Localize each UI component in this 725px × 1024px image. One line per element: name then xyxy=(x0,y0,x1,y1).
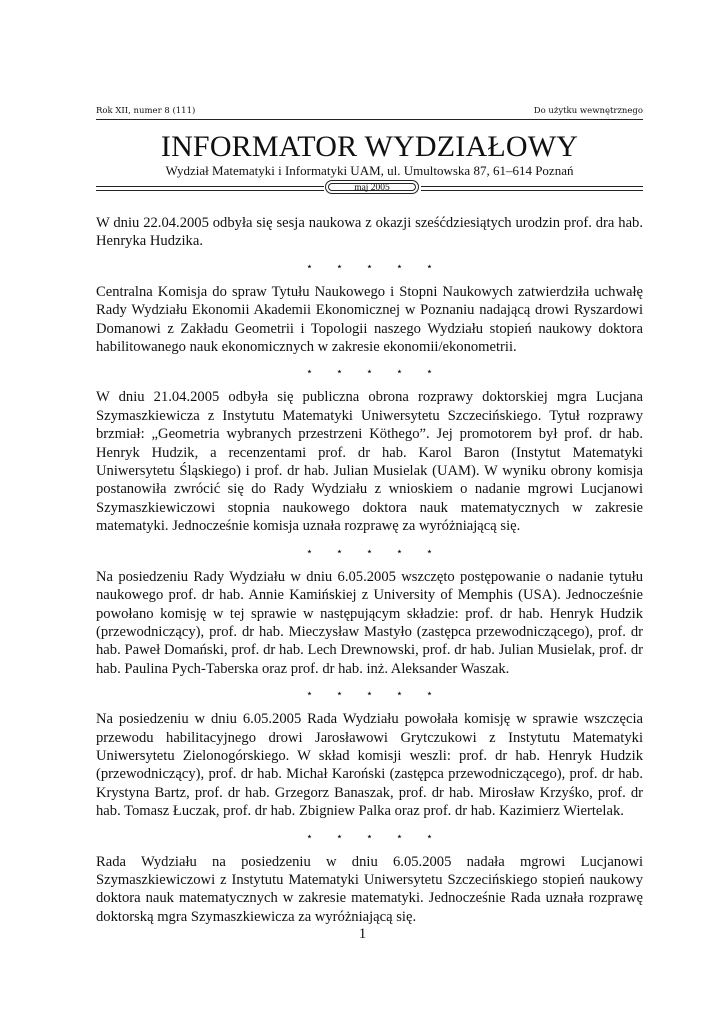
paragraph-habilitation-committee: Na posiedzeniu w dniu 6.05.2005 Rada Wydziału powołała komisję w sprawie wszczęcia przewodu habilitacyjnego drowi Jarosławowi Grytczukowi z Instytutu Matematyki Uniwersytetu Zielonogórskiego. W skład komisji weszli: prof. dr hab. Henryk Hudzik (przewodniczący), prof. dr hab. Michał Karoński (zastępca przewodniczącego), prof. dr hab. Krystyna Bartz, prof. dr hab. Grzegorz Banaszak, prof. dr hab. Mirosław Krzyśko, prof. dr hab. Tomasz Łuczak, prof. dr hab. Zbigniew Palka oraz prof. dr hab. Kazimierz Wiertelak. xyxy=(96,711,643,820)
article-content xyxy=(96,214,643,926)
star-icon: ⋆ xyxy=(426,830,433,843)
issue-date: maj 2005 xyxy=(354,183,390,193)
date-box xyxy=(325,180,419,194)
star-icon: ⋆ xyxy=(426,260,433,273)
issue-info: Rok XII, numer 8 (111) xyxy=(96,106,196,116)
date-rule-right xyxy=(421,186,643,191)
star-icon: ⋆ xyxy=(306,830,313,843)
date-banner xyxy=(96,180,643,198)
star-icon: ⋆ xyxy=(396,688,403,701)
page-number: 1 xyxy=(358,926,367,942)
star-icon: ⋆ xyxy=(336,260,343,273)
star-icon: ⋆ xyxy=(426,366,433,379)
star-icon: ⋆ xyxy=(306,366,313,379)
star-icon: ⋆ xyxy=(306,260,313,273)
date-rule-left xyxy=(96,186,324,191)
paragraph-professor-title: Na posiedzeniu Rady Wydziału w dniu 6.05.2005 wszczęto postępowanie o nadanie tytułu naukowego prof. dr hab. Annie Kamińskiej z University of Memphis (USA). Jednocześnie powołano komisję w tej sprawie w następującym składzie: prof. dr hab. Henryk Hudzik (przewodniczący), prof. dr hab. Mieczysław Mastyło (zastępca przewodniczącego), prof. dr hab. Paweł Domański, prof. dr hab. Lech Drewnowski, prof. dr hab. Julian Musielak, prof. dr hab. Paulina Pych-Taberska oraz prof. dr hab. inż. Aleksander Waszak. xyxy=(96,568,643,677)
star-icon: ⋆ xyxy=(366,260,373,273)
star-icon: ⋆ xyxy=(306,545,313,558)
faculty-address: Wydział Matematyki i Informatyki UAM, ul. Umultowska 87, 61–614 Poznań xyxy=(165,163,574,178)
newsletter-page xyxy=(96,106,643,926)
star-icon: ⋆ xyxy=(396,366,403,379)
star-separator xyxy=(96,685,643,703)
star-separator xyxy=(96,363,643,381)
header-meta xyxy=(96,106,643,118)
paragraph-doctoral-degree: Rada Wydziału na posiedzeniu w dniu 6.05.2005 nadała mgrowi Lucjanowi Szymaszkiewiczowi z Instytutu Matematyki Uniwersytetu Szczecińskiego stopień naukowy doktora nauk matematycznych w zakresie matematyki. Jednocześnie Rada uznała rozprawę doktorską mgra Szymaszkiewicza za wyróżniającą się. xyxy=(96,853,643,925)
star-icon: ⋆ xyxy=(336,688,343,701)
star-icon: ⋆ xyxy=(306,688,313,701)
star-icon: ⋆ xyxy=(336,366,343,379)
star-icon: ⋆ xyxy=(336,830,343,843)
star-icon: ⋆ xyxy=(366,366,373,379)
star-icon: ⋆ xyxy=(426,688,433,701)
star-separator xyxy=(96,258,643,276)
star-icon: ⋆ xyxy=(396,545,403,558)
star-separator xyxy=(96,543,643,561)
star-icon: ⋆ xyxy=(366,545,373,558)
paragraph-doctoral-defense: W dniu 21.04.2005 odbyła się publiczna obrona rozprawy doktorskiej mgra Lucjana Szymaszkiewicza z Instytutu Matematyki Uniwersytetu Szczecińskiego. Tytuł rozprawy brzmiał: „Geometria wybranych przestrzeni Köthego”. Jej promotorem był prof. dr hab. Henryk Hudzik, a recenzentami prof. dr hab. Karol Baron (Instytut Matematyki Uniwersytetu Śląskiego) i prof. dr hab. Julian Musielak (UAM). W wyniku obrony komisja postanowiła zwrócić się do Rady Wydziału z wnioskiem o nadanie mgrowi Lucjanowi Szymaszkiewiczowi stopnia naukowego doktora nauk matematycznych w zakresie matematyki. Jednocześnie komisja uznała rozprawę za wyróżniającą się. xyxy=(96,389,643,535)
star-icon: ⋆ xyxy=(336,545,343,558)
star-icon: ⋆ xyxy=(426,545,433,558)
header-rule xyxy=(96,119,643,120)
newsletter-title: INFORMATOR WYDZIAŁOWY xyxy=(160,130,579,163)
star-icon: ⋆ xyxy=(366,830,373,843)
star-icon: ⋆ xyxy=(366,688,373,701)
paragraph-habilitation-approval: Centralna Komisja do spraw Tytułu Naukowego i Stopni Naukowych zatwierdziła uchwałę Rady Wydziału Ekonomii Akademii Ekonomicznej w Poznaniu nadającą drowi Ryszardowi Domanowi z Zakładu Geometrii i Topologii naszego Wydziału stopień naukowy doktora habilitowanego nauk ekonomicznych w zakresie ekonomii/ekonometrii. xyxy=(96,283,643,356)
internal-use-note: Do użytku wewnętrznego xyxy=(533,106,643,116)
star-icon: ⋆ xyxy=(396,260,403,273)
paragraph-session: W dniu 22.04.2005 odbyła się sesja naukowa z okazji sześćdziesiątych urodzin prof. dra hab. Henryka Hudzika. xyxy=(96,215,643,250)
star-icon: ⋆ xyxy=(396,830,403,843)
star-separator xyxy=(96,828,643,846)
